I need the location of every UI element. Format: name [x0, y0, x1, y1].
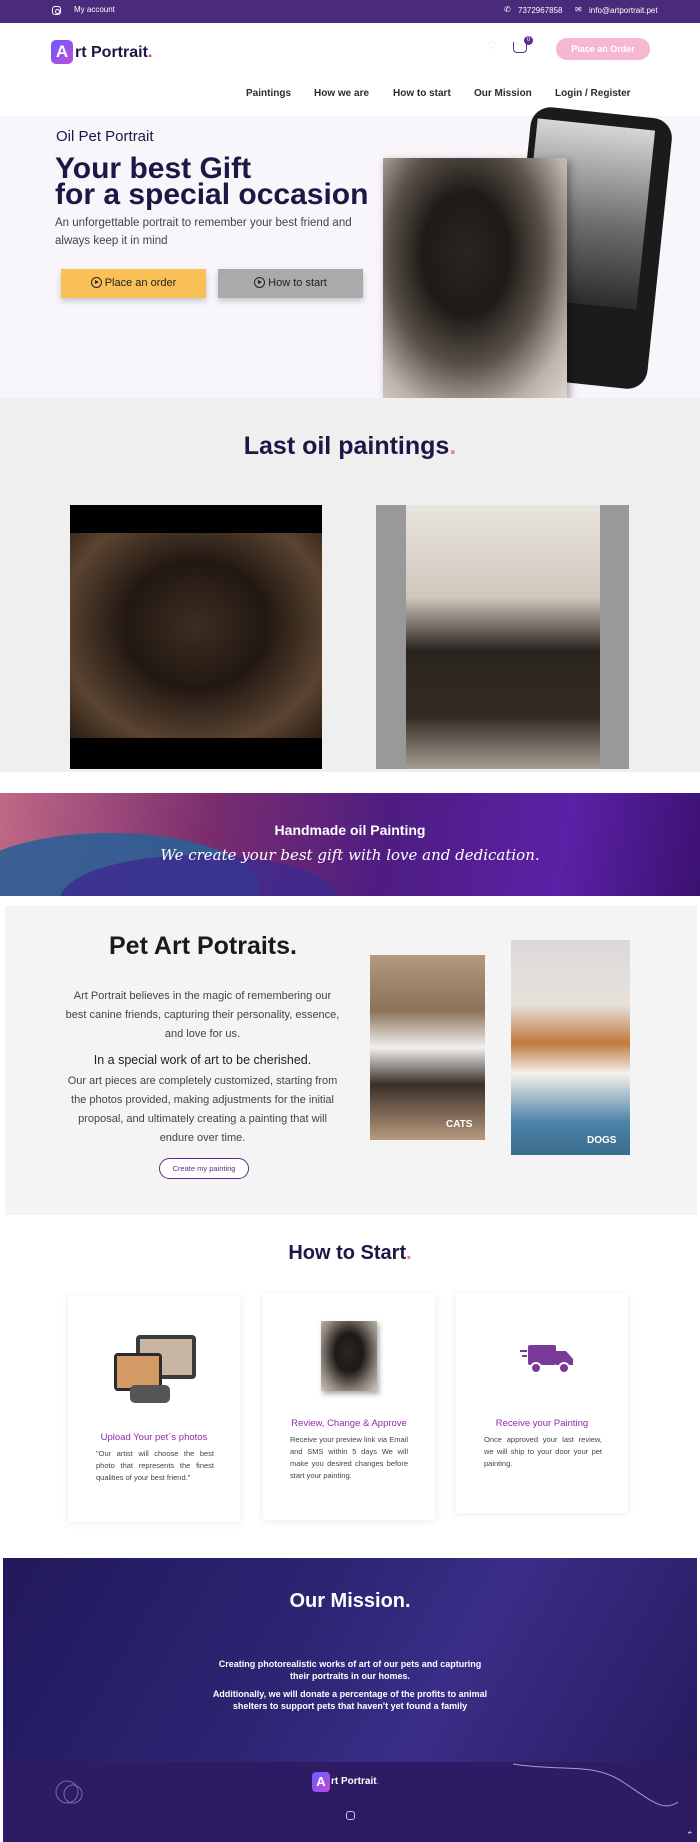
- mission-paragraph-2: Additionally, we will donate a percentage of the profits to animal shelters to support pets that haven't yet found a family: [212, 1689, 488, 1711]
- hero-title-line1: Your best Gift: [55, 152, 252, 185]
- step-title-receive: Receive your Painting: [495, 1418, 589, 1429]
- nav-our-mission[interactable]: Our Mission: [474, 88, 532, 99]
- play-circle-icon: [91, 277, 102, 288]
- email-link[interactable]: info@artportrait.pet: [589, 6, 658, 15]
- pet-art-intro: Art Portrait believes in the magic of remembering our best canine friends, capturing their personality, essence, and love for us.: [65, 990, 340, 1040]
- step-text-receive: Once approved your last review, we will ship to your door your pet painting.: [484, 1435, 602, 1468]
- scroll-to-top-icon[interactable]: ⌃: [686, 1830, 694, 1840]
- paintings-title: [0, 432, 700, 461]
- banner-heading: Handmade oil Painting: [274, 822, 426, 838]
- place-order-label: Place an order: [104, 277, 177, 289]
- place-order-button[interactable]: [61, 269, 206, 298]
- hero-label: Oil Pet Portrait: [56, 128, 154, 145]
- footer-circles-decoration: [51, 1776, 91, 1808]
- step-title-upload: Upload Your pet´s photos: [100, 1432, 208, 1443]
- pet-art-title-dot: .: [290, 932, 297, 960]
- delivery-truck-icon: [520, 1341, 575, 1375]
- black-dog-photo: [70, 533, 322, 738]
- nav-how-to-start[interactable]: How to start: [393, 88, 451, 99]
- cart-count-badge: 0: [524, 36, 533, 45]
- nav-paintings[interactable]: Paintings: [246, 88, 292, 99]
- hero-subtitle: An unforgettable portrait to remember your best friend and always keep it in mind: [55, 217, 352, 247]
- how-to-start-title: [0, 1242, 700, 1265]
- cats-category-image[interactable]: [370, 955, 485, 1140]
- footer-logo-badge[interactable]: A: [312, 1772, 330, 1792]
- wishlist-icon[interactable]: ♡: [487, 40, 497, 52]
- step-text-review: Receive your preview link via Email and SMS within 5 days We will make you desired changes before start your painting.: [290, 1435, 408, 1480]
- title-dot: .: [449, 432, 457, 460]
- title-dot: .: [406, 1242, 412, 1264]
- footer-logo-dot: .: [376, 1776, 380, 1787]
- logo-badge[interactable]: A: [51, 40, 73, 64]
- how-to-start-label: How to start: [268, 277, 327, 289]
- step-card-receive: [456, 1293, 628, 1513]
- mail-icon: ✉: [575, 5, 582, 14]
- instagram-icon[interactable]: [52, 6, 61, 15]
- hero-title: [55, 152, 395, 211]
- logo-text[interactable]: [75, 44, 152, 62]
- painting-black-dog-image[interactable]: [70, 505, 322, 769]
- footer-logo-text[interactable]: [331, 1776, 379, 1787]
- rottweiler-painting-image: [383, 158, 567, 398]
- paintings-title-text: Last oil paintings: [243, 432, 450, 460]
- phone-icon: ✆: [504, 5, 511, 14]
- my-account-link[interactable]: My account: [74, 5, 115, 14]
- handmade-banner: [0, 793, 700, 896]
- banner-tagline: We create your best gift with love and dedication.: [160, 846, 540, 864]
- logo-dot: .: [147, 44, 153, 61]
- pet-art-title: [68, 932, 338, 961]
- mission-paragraph-1: Creating photorealistic works of art of our pets and capturing their portraits in our homes.: [218, 1659, 482, 1681]
- tablet-upload-icon: [108, 1333, 200, 1405]
- pet-art-title-text: Pet Art Potraits: [108, 932, 291, 960]
- step-card-upload: [68, 1295, 240, 1522]
- mission-title: Our Mission.: [289, 1590, 411, 1612]
- rottweiler-photo: [406, 505, 600, 769]
- phone-number[interactable]: 7372967858: [518, 6, 563, 15]
- footer: [3, 1762, 697, 1842]
- step-title-review: Review, Change & Approve: [291, 1418, 407, 1429]
- cats-label: CATS: [446, 1119, 473, 1130]
- footer-instagram-icon[interactable]: [346, 1811, 355, 1820]
- pet-art-description: Our art pieces are completely customized, starting from the photos provided, making adjustments for the initial proposal, and ultimately creating a painting that will endure over time.: [67, 1075, 338, 1144]
- how-to-start-title-text: How to Start: [288, 1242, 407, 1264]
- create-painting-button[interactable]: Create my painting: [159, 1158, 249, 1179]
- footer-curve-decoration: [503, 1762, 683, 1812]
- top-bar: [0, 0, 700, 23]
- logo-wordmark: rt Portrait: [75, 44, 148, 61]
- nav-login-register[interactable]: Login / Register: [555, 88, 631, 99]
- hero-title-line2: for a special occasion: [55, 178, 369, 211]
- dogs-category-image[interactable]: [511, 940, 630, 1155]
- nav-how-we-are[interactable]: How we are: [314, 88, 370, 99]
- dogs-label: DOGS: [587, 1135, 617, 1146]
- step-text-upload: "Our artist will choose the best photo that represents the finest qualities of your best friend.": [96, 1449, 214, 1482]
- how-to-start-button[interactable]: [218, 269, 363, 298]
- place-order-header-button[interactable]: Place an Order: [556, 38, 650, 60]
- pet-art-heading: In a special work of art to be cherished.: [93, 1053, 312, 1067]
- play-circle-icon: [254, 277, 265, 288]
- painting-rottweiler-image[interactable]: [376, 505, 629, 769]
- painting-preview-icon: [321, 1321, 377, 1391]
- footer-logo-wordmark: rt Portrait: [331, 1776, 377, 1787]
